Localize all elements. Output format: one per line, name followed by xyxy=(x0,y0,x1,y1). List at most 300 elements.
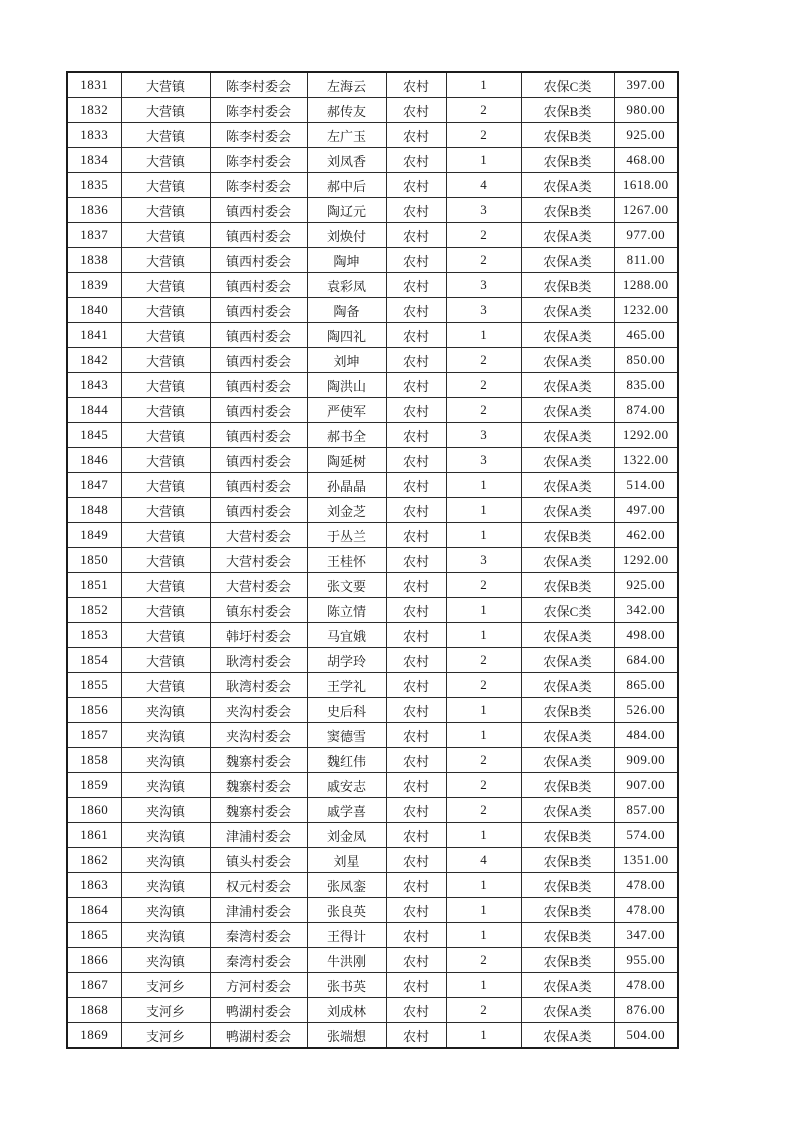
cell-amount: 478.00 xyxy=(614,973,678,998)
cell-amount: 835.00 xyxy=(614,373,678,398)
cell-person-name: 陶坤 xyxy=(307,248,386,273)
cell-village-committee: 鸭湖村委会 xyxy=(210,1023,307,1049)
cell-serial-number: 1864 xyxy=(67,898,121,923)
cell-person-name: 刘金芝 xyxy=(307,498,386,523)
cell-insurance-category: 农保B类 xyxy=(521,773,614,798)
cell-residence-type: 农村 xyxy=(386,923,446,948)
cell-serial-number: 1842 xyxy=(67,348,121,373)
cell-town-name: 大营镇 xyxy=(121,373,210,398)
cell-insurance-category: 农保A类 xyxy=(521,998,614,1023)
cell-town-name: 支河乡 xyxy=(121,1023,210,1049)
cell-amount: 857.00 xyxy=(614,798,678,823)
cell-serial-number: 1832 xyxy=(67,98,121,123)
cell-person-name: 陶四礼 xyxy=(307,323,386,348)
cell-person-name: 张文要 xyxy=(307,573,386,598)
cell-serial-number: 1844 xyxy=(67,398,121,423)
cell-person-name: 马宜娥 xyxy=(307,623,386,648)
benefit-roster-table xyxy=(66,71,679,1049)
cell-insurance-category: 农保A类 xyxy=(521,673,614,698)
cell-person-count: 1 xyxy=(446,523,521,548)
cell-serial-number: 1857 xyxy=(67,723,121,748)
cell-insurance-category: 农保C类 xyxy=(521,598,614,623)
cell-residence-type: 农村 xyxy=(386,698,446,723)
cell-person-count: 1 xyxy=(446,698,521,723)
cell-insurance-category: 农保A类 xyxy=(521,1023,614,1049)
cell-residence-type: 农村 xyxy=(386,398,446,423)
cell-town-name: 夹沟镇 xyxy=(121,823,210,848)
cell-residence-type: 农村 xyxy=(386,498,446,523)
cell-residence-type: 农村 xyxy=(386,898,446,923)
cell-person-count: 2 xyxy=(446,673,521,698)
cell-amount: 498.00 xyxy=(614,623,678,648)
cell-serial-number: 1855 xyxy=(67,673,121,698)
cell-village-committee: 镇头村委会 xyxy=(210,848,307,873)
cell-amount: 1232.00 xyxy=(614,298,678,323)
cell-town-name: 大营镇 xyxy=(121,648,210,673)
cell-residence-type: 农村 xyxy=(386,223,446,248)
table-row xyxy=(67,998,678,1023)
table-row xyxy=(67,598,678,623)
cell-person-name: 胡学玲 xyxy=(307,648,386,673)
table-row xyxy=(67,323,678,348)
cell-residence-type: 农村 xyxy=(386,673,446,698)
cell-village-committee: 大营村委会 xyxy=(210,573,307,598)
cell-town-name: 夹沟镇 xyxy=(121,773,210,798)
cell-amount: 955.00 xyxy=(614,948,678,973)
table-row xyxy=(67,398,678,423)
table-row xyxy=(67,1023,678,1049)
cell-insurance-category: 农保B类 xyxy=(521,923,614,948)
cell-person-name: 张凤銮 xyxy=(307,873,386,898)
cell-town-name: 大营镇 xyxy=(121,123,210,148)
table-row xyxy=(67,248,678,273)
cell-serial-number: 1838 xyxy=(67,248,121,273)
cell-village-committee: 镇东村委会 xyxy=(210,598,307,623)
cell-amount: 876.00 xyxy=(614,998,678,1023)
table-row xyxy=(67,673,678,698)
cell-person-count: 4 xyxy=(446,173,521,198)
cell-town-name: 大营镇 xyxy=(121,523,210,548)
cell-amount: 478.00 xyxy=(614,898,678,923)
cell-person-count: 2 xyxy=(446,373,521,398)
cell-person-count: 2 xyxy=(446,398,521,423)
cell-amount: 342.00 xyxy=(614,598,678,623)
cell-village-committee: 耿湾村委会 xyxy=(210,673,307,698)
cell-residence-type: 农村 xyxy=(386,348,446,373)
cell-insurance-category: 农保B类 xyxy=(521,848,614,873)
cell-insurance-category: 农保B类 xyxy=(521,898,614,923)
cell-person-name: 张良英 xyxy=(307,898,386,923)
cell-person-name: 魏红伟 xyxy=(307,748,386,773)
cell-residence-type: 农村 xyxy=(386,148,446,173)
cell-village-committee: 魏寨村委会 xyxy=(210,773,307,798)
cell-village-committee: 镇西村委会 xyxy=(210,448,307,473)
cell-village-committee: 秦湾村委会 xyxy=(210,948,307,973)
cell-serial-number: 1851 xyxy=(67,573,121,598)
cell-amount: 347.00 xyxy=(614,923,678,948)
cell-serial-number: 1837 xyxy=(67,223,121,248)
cell-residence-type: 农村 xyxy=(386,998,446,1023)
table-row xyxy=(67,723,678,748)
cell-town-name: 大营镇 xyxy=(121,223,210,248)
cell-insurance-category: 农保B类 xyxy=(521,198,614,223)
cell-insurance-category: 农保A类 xyxy=(521,748,614,773)
cell-residence-type: 农村 xyxy=(386,548,446,573)
cell-person-count: 1 xyxy=(446,923,521,948)
cell-residence-type: 农村 xyxy=(386,798,446,823)
cell-insurance-category: 农保A类 xyxy=(521,448,614,473)
cell-person-count: 4 xyxy=(446,848,521,873)
cell-serial-number: 1849 xyxy=(67,523,121,548)
cell-amount: 1292.00 xyxy=(614,423,678,448)
cell-person-name: 郝中后 xyxy=(307,173,386,198)
cell-insurance-category: 农保B类 xyxy=(521,273,614,298)
cell-village-committee: 魏寨村委会 xyxy=(210,748,307,773)
cell-insurance-category: 农保A类 xyxy=(521,648,614,673)
cell-serial-number: 1861 xyxy=(67,823,121,848)
cell-serial-number: 1863 xyxy=(67,873,121,898)
cell-residence-type: 农村 xyxy=(386,773,446,798)
cell-serial-number: 1843 xyxy=(67,373,121,398)
table-row xyxy=(67,623,678,648)
cell-person-name: 王学礼 xyxy=(307,673,386,698)
table-body xyxy=(67,72,678,1048)
cell-person-name: 牛洪刚 xyxy=(307,948,386,973)
table-row xyxy=(67,773,678,798)
cell-serial-number: 1869 xyxy=(67,1023,121,1049)
cell-person-name: 陈立情 xyxy=(307,598,386,623)
cell-insurance-category: 农保B类 xyxy=(521,98,614,123)
cell-residence-type: 农村 xyxy=(386,848,446,873)
cell-serial-number: 1841 xyxy=(67,323,121,348)
table-row xyxy=(67,448,678,473)
cell-person-name: 袁彩凤 xyxy=(307,273,386,298)
cell-amount: 526.00 xyxy=(614,698,678,723)
cell-residence-type: 农村 xyxy=(386,598,446,623)
cell-person-count: 3 xyxy=(446,548,521,573)
cell-town-name: 大营镇 xyxy=(121,323,210,348)
cell-residence-type: 农村 xyxy=(386,973,446,998)
cell-amount: 1267.00 xyxy=(614,198,678,223)
cell-amount: 574.00 xyxy=(614,823,678,848)
cell-person-count: 1 xyxy=(446,72,521,98)
cell-town-name: 支河乡 xyxy=(121,998,210,1023)
cell-person-name: 左广玉 xyxy=(307,123,386,148)
cell-insurance-category: 农保A类 xyxy=(521,223,614,248)
cell-town-name: 大营镇 xyxy=(121,173,210,198)
cell-insurance-category: 农保B类 xyxy=(521,948,614,973)
cell-serial-number: 1852 xyxy=(67,598,121,623)
cell-person-name: 于丛兰 xyxy=(307,523,386,548)
cell-insurance-category: 农保B类 xyxy=(521,573,614,598)
cell-amount: 874.00 xyxy=(614,398,678,423)
cell-town-name: 大营镇 xyxy=(121,423,210,448)
cell-village-committee: 陈李村委会 xyxy=(210,98,307,123)
cell-town-name: 大营镇 xyxy=(121,273,210,298)
cell-insurance-category: 农保B类 xyxy=(521,123,614,148)
cell-residence-type: 农村 xyxy=(386,173,446,198)
cell-serial-number: 1856 xyxy=(67,698,121,723)
cell-amount: 977.00 xyxy=(614,223,678,248)
cell-town-name: 大营镇 xyxy=(121,72,210,98)
cell-person-name: 严使军 xyxy=(307,398,386,423)
cell-person-name: 陶辽元 xyxy=(307,198,386,223)
cell-insurance-category: 农保A类 xyxy=(521,323,614,348)
cell-village-committee: 陈李村委会 xyxy=(210,123,307,148)
cell-insurance-category: 农保A类 xyxy=(521,798,614,823)
cell-amount: 1351.00 xyxy=(614,848,678,873)
cell-serial-number: 1847 xyxy=(67,473,121,498)
cell-serial-number: 1835 xyxy=(67,173,121,198)
cell-residence-type: 农村 xyxy=(386,72,446,98)
cell-serial-number: 1858 xyxy=(67,748,121,773)
cell-amount: 925.00 xyxy=(614,573,678,598)
cell-village-committee: 秦湾村委会 xyxy=(210,923,307,948)
cell-serial-number: 1853 xyxy=(67,623,121,648)
cell-town-name: 夹沟镇 xyxy=(121,948,210,973)
cell-serial-number: 1865 xyxy=(67,923,121,948)
cell-residence-type: 农村 xyxy=(386,373,446,398)
cell-insurance-category: 农保A类 xyxy=(521,498,614,523)
cell-village-committee: 魏寨村委会 xyxy=(210,798,307,823)
cell-insurance-category: 农保A类 xyxy=(521,723,614,748)
cell-village-committee: 镇西村委会 xyxy=(210,498,307,523)
cell-person-count: 2 xyxy=(446,348,521,373)
cell-insurance-category: 农保B类 xyxy=(521,523,614,548)
cell-person-name: 陶延树 xyxy=(307,448,386,473)
cell-person-name: 刘凤香 xyxy=(307,148,386,173)
table-row xyxy=(67,223,678,248)
cell-serial-number: 1867 xyxy=(67,973,121,998)
cell-person-count: 2 xyxy=(446,98,521,123)
cell-village-committee: 镇西村委会 xyxy=(210,198,307,223)
cell-serial-number: 1845 xyxy=(67,423,121,448)
table-row xyxy=(67,348,678,373)
table-row xyxy=(67,973,678,998)
cell-village-committee: 陈李村委会 xyxy=(210,173,307,198)
cell-person-count: 1 xyxy=(446,623,521,648)
cell-town-name: 大营镇 xyxy=(121,548,210,573)
cell-person-count: 2 xyxy=(446,248,521,273)
table-row xyxy=(67,72,678,98)
cell-person-count: 2 xyxy=(446,123,521,148)
cell-amount: 1322.00 xyxy=(614,448,678,473)
cell-person-count: 3 xyxy=(446,273,521,298)
cell-residence-type: 农村 xyxy=(386,948,446,973)
cell-town-name: 夹沟镇 xyxy=(121,898,210,923)
cell-serial-number: 1834 xyxy=(67,148,121,173)
cell-person-name: 刘坤 xyxy=(307,348,386,373)
cell-village-committee: 镇西村委会 xyxy=(210,248,307,273)
cell-amount: 478.00 xyxy=(614,873,678,898)
cell-person-count: 2 xyxy=(446,223,521,248)
cell-person-name: 郝传友 xyxy=(307,98,386,123)
cell-amount: 811.00 xyxy=(614,248,678,273)
cell-town-name: 大营镇 xyxy=(121,198,210,223)
table-row xyxy=(67,748,678,773)
cell-person-name: 陶备 xyxy=(307,298,386,323)
cell-amount: 865.00 xyxy=(614,673,678,698)
cell-person-count: 1 xyxy=(446,823,521,848)
cell-residence-type: 农村 xyxy=(386,448,446,473)
cell-town-name: 大营镇 xyxy=(121,248,210,273)
table-row xyxy=(67,148,678,173)
cell-person-count: 1 xyxy=(446,723,521,748)
cell-insurance-category: 农保A类 xyxy=(521,173,614,198)
cell-serial-number: 1868 xyxy=(67,998,121,1023)
cell-insurance-category: 农保A类 xyxy=(521,248,614,273)
cell-residence-type: 农村 xyxy=(386,323,446,348)
cell-person-count: 1 xyxy=(446,873,521,898)
cell-person-name: 戚学喜 xyxy=(307,798,386,823)
table-row xyxy=(67,923,678,948)
cell-residence-type: 农村 xyxy=(386,198,446,223)
table-row xyxy=(67,848,678,873)
cell-village-committee: 耿湾村委会 xyxy=(210,648,307,673)
cell-residence-type: 农村 xyxy=(386,623,446,648)
cell-person-count: 2 xyxy=(446,798,521,823)
cell-village-committee: 镇西村委会 xyxy=(210,398,307,423)
table-row xyxy=(67,273,678,298)
table-row xyxy=(67,548,678,573)
cell-person-name: 窦德雪 xyxy=(307,723,386,748)
cell-town-name: 大营镇 xyxy=(121,348,210,373)
cell-amount: 468.00 xyxy=(614,148,678,173)
cell-village-committee: 夹沟村委会 xyxy=(210,698,307,723)
cell-person-count: 2 xyxy=(446,648,521,673)
cell-amount: 504.00 xyxy=(614,1023,678,1049)
cell-amount: 1618.00 xyxy=(614,173,678,198)
cell-person-count: 2 xyxy=(446,748,521,773)
cell-person-name: 戚安志 xyxy=(307,773,386,798)
cell-insurance-category: 农保B类 xyxy=(521,873,614,898)
cell-serial-number: 1840 xyxy=(67,298,121,323)
cell-town-name: 大营镇 xyxy=(121,473,210,498)
cell-insurance-category: 农保A类 xyxy=(521,398,614,423)
cell-amount: 465.00 xyxy=(614,323,678,348)
cell-insurance-category: 农保B类 xyxy=(521,823,614,848)
cell-amount: 925.00 xyxy=(614,123,678,148)
cell-insurance-category: 农保A类 xyxy=(521,973,614,998)
cell-insurance-category: 农保B类 xyxy=(521,148,614,173)
cell-amount: 907.00 xyxy=(614,773,678,798)
cell-village-committee: 镇西村委会 xyxy=(210,298,307,323)
table-row xyxy=(67,823,678,848)
cell-town-name: 大营镇 xyxy=(121,573,210,598)
cell-residence-type: 农村 xyxy=(386,473,446,498)
cell-serial-number: 1859 xyxy=(67,773,121,798)
cell-amount: 850.00 xyxy=(614,348,678,373)
cell-person-count: 3 xyxy=(446,423,521,448)
cell-village-committee: 津浦村委会 xyxy=(210,823,307,848)
cell-town-name: 大营镇 xyxy=(121,673,210,698)
cell-village-committee: 镇西村委会 xyxy=(210,348,307,373)
cell-village-committee: 大营村委会 xyxy=(210,548,307,573)
cell-person-name: 王桂怀 xyxy=(307,548,386,573)
table-row xyxy=(67,98,678,123)
cell-person-name: 史后科 xyxy=(307,698,386,723)
table-row xyxy=(67,698,678,723)
cell-insurance-category: 农保A类 xyxy=(521,548,614,573)
cell-town-name: 夹沟镇 xyxy=(121,923,210,948)
cell-serial-number: 1862 xyxy=(67,848,121,873)
cell-town-name: 支河乡 xyxy=(121,973,210,998)
cell-village-committee: 鸭湖村委会 xyxy=(210,998,307,1023)
cell-village-committee: 镇西村委会 xyxy=(210,473,307,498)
cell-insurance-category: 农保A类 xyxy=(521,473,614,498)
table-row xyxy=(67,198,678,223)
cell-town-name: 夹沟镇 xyxy=(121,748,210,773)
cell-residence-type: 农村 xyxy=(386,98,446,123)
cell-person-name: 张端想 xyxy=(307,1023,386,1049)
cell-person-count: 3 xyxy=(446,298,521,323)
cell-person-count: 2 xyxy=(446,773,521,798)
cell-village-committee: 镇西村委会 xyxy=(210,373,307,398)
cell-person-count: 1 xyxy=(446,598,521,623)
cell-town-name: 大营镇 xyxy=(121,398,210,423)
cell-person-name: 陶洪山 xyxy=(307,373,386,398)
cell-amount: 397.00 xyxy=(614,72,678,98)
cell-person-name: 王得计 xyxy=(307,923,386,948)
cell-amount: 497.00 xyxy=(614,498,678,523)
cell-amount: 484.00 xyxy=(614,723,678,748)
cell-village-committee: 镇西村委会 xyxy=(210,273,307,298)
cell-village-committee: 方河村委会 xyxy=(210,973,307,998)
table-row xyxy=(67,648,678,673)
cell-insurance-category: 农保C类 xyxy=(521,72,614,98)
table-row xyxy=(67,123,678,148)
cell-person-count: 1 xyxy=(446,148,521,173)
cell-village-committee: 镇西村委会 xyxy=(210,323,307,348)
cell-person-count: 1 xyxy=(446,323,521,348)
cell-town-name: 大营镇 xyxy=(121,448,210,473)
cell-town-name: 夹沟镇 xyxy=(121,873,210,898)
cell-insurance-category: 农保A类 xyxy=(521,348,614,373)
cell-town-name: 大营镇 xyxy=(121,148,210,173)
table-row xyxy=(67,498,678,523)
cell-residence-type: 农村 xyxy=(386,423,446,448)
cell-village-committee: 陈李村委会 xyxy=(210,148,307,173)
cell-person-count: 1 xyxy=(446,898,521,923)
cell-village-committee: 陈李村委会 xyxy=(210,72,307,98)
cell-person-count: 1 xyxy=(446,973,521,998)
cell-residence-type: 农村 xyxy=(386,248,446,273)
cell-person-name: 左海云 xyxy=(307,72,386,98)
cell-insurance-category: 农保A类 xyxy=(521,423,614,448)
cell-town-name: 大营镇 xyxy=(121,598,210,623)
table-row xyxy=(67,173,678,198)
cell-amount: 1292.00 xyxy=(614,548,678,573)
cell-serial-number: 1831 xyxy=(67,72,121,98)
cell-insurance-category: 农保B类 xyxy=(521,698,614,723)
cell-town-name: 大营镇 xyxy=(121,623,210,648)
table-row xyxy=(67,898,678,923)
cell-serial-number: 1854 xyxy=(67,648,121,673)
cell-serial-number: 1839 xyxy=(67,273,121,298)
cell-person-name: 张书英 xyxy=(307,973,386,998)
cell-serial-number: 1848 xyxy=(67,498,121,523)
cell-residence-type: 农村 xyxy=(386,648,446,673)
cell-town-name: 大营镇 xyxy=(121,498,210,523)
cell-person-count: 1 xyxy=(446,473,521,498)
cell-person-name: 刘金凤 xyxy=(307,823,386,848)
cell-person-name: 刘焕付 xyxy=(307,223,386,248)
cell-village-committee: 权元村委会 xyxy=(210,873,307,898)
cell-amount: 514.00 xyxy=(614,473,678,498)
cell-person-count: 3 xyxy=(446,448,521,473)
cell-serial-number: 1850 xyxy=(67,548,121,573)
cell-person-count: 2 xyxy=(446,948,521,973)
